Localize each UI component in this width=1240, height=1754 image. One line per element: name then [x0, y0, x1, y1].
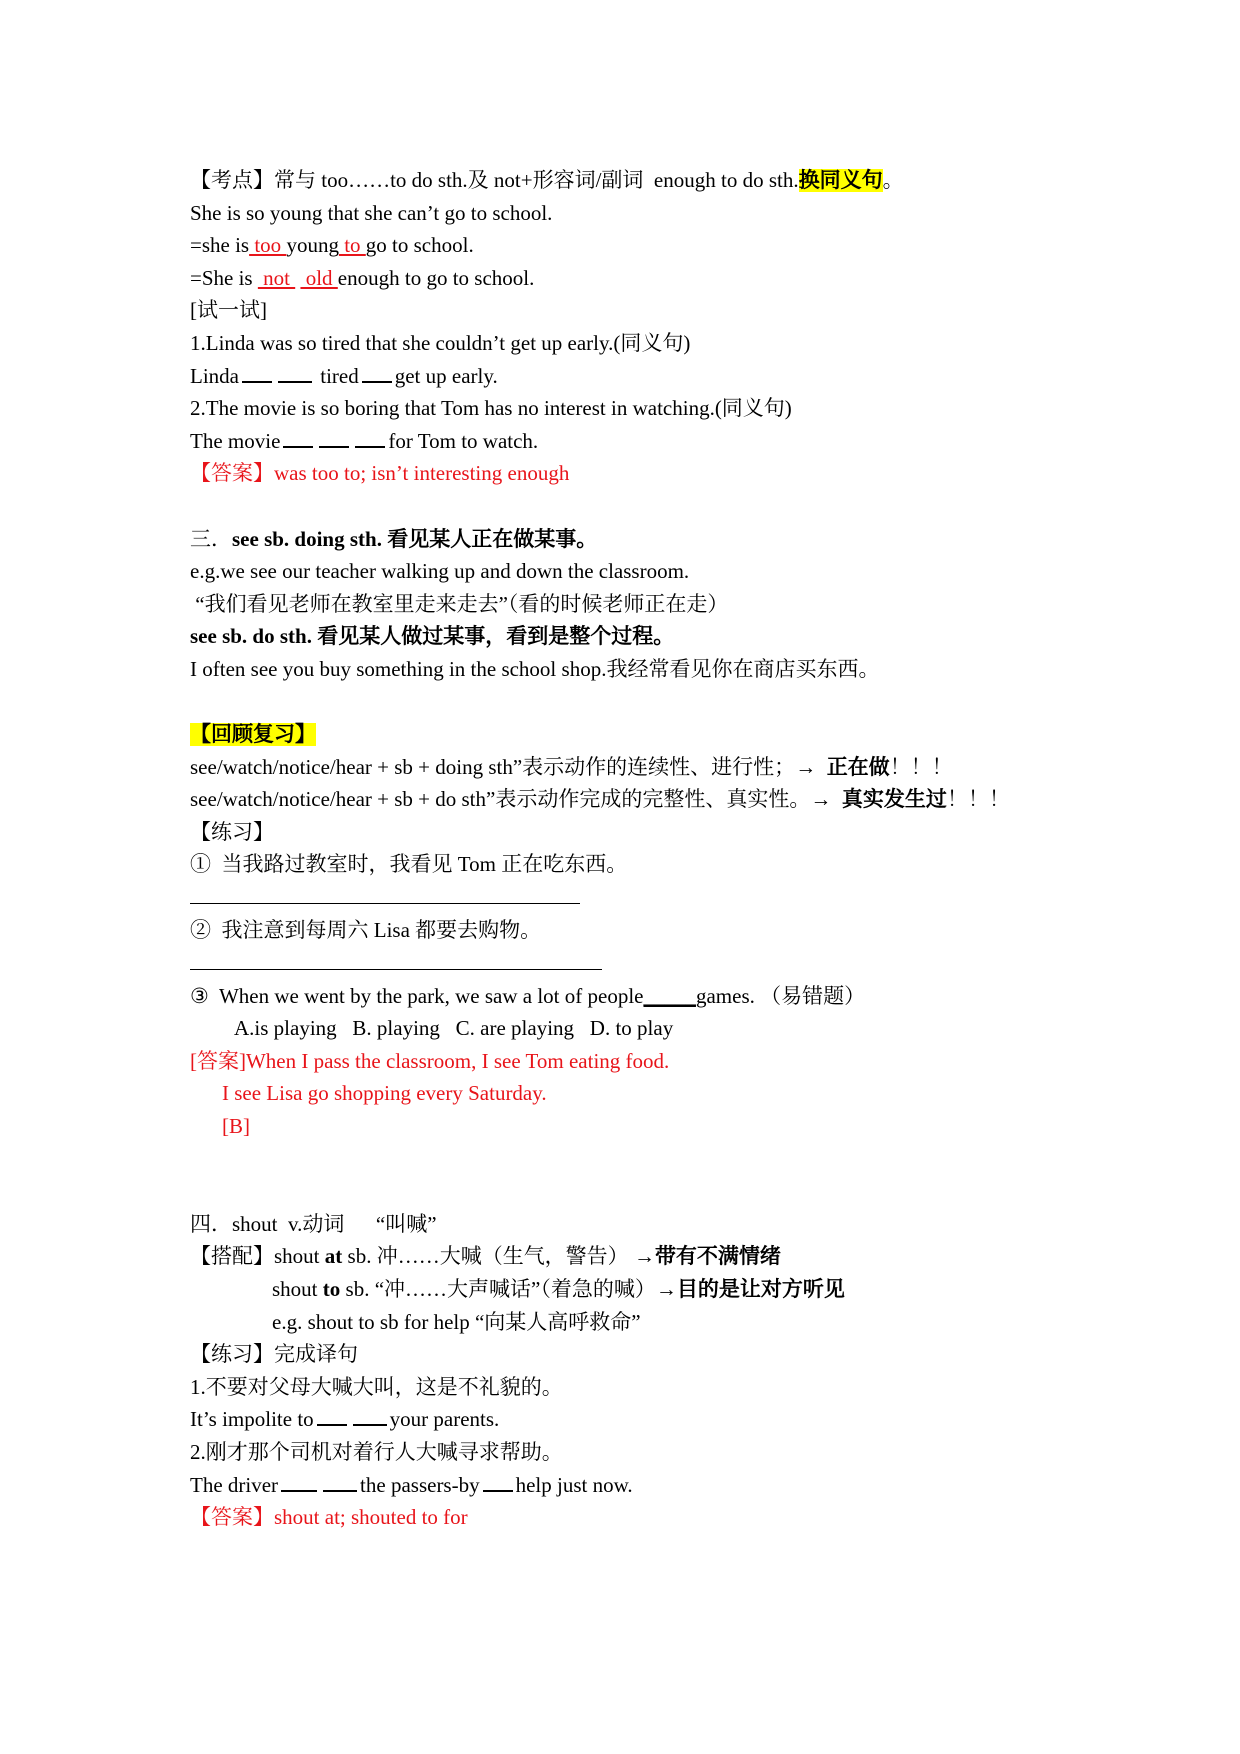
answer-1: 【答案】was too to; isn’t interesting enough: [190, 461, 570, 486]
answer-2b: I see Lisa go shopping every Saturday.: [222, 1081, 547, 1106]
blank[interactable]: [353, 1407, 387, 1426]
section-3-example-2: I often see you buy something in the school shop.我经常看见你在商店买东西。: [190, 656, 880, 681]
answer-line[interactable]: [190, 881, 580, 904]
blank[interactable]: [362, 364, 392, 383]
blank[interactable]: [323, 1473, 357, 1492]
practice-heading: 【练习】: [190, 819, 274, 844]
practice-item-1: ① 当我路过教室时，我看见 Tom 正在吃东西。: [190, 852, 628, 877]
blank[interactable]: [278, 364, 312, 383]
question-2: 2.The movie is so boring that Tom has no interest in watching.(同义句): [190, 396, 792, 421]
collocation-1: 【搭配】shout at sb. 冲……大喊（生气，警告） →带有不满情绪: [190, 1244, 781, 1269]
practice-item-3: ③ When we went by the park, we saw a lot of people_____games. （易错题）: [190, 983, 866, 1008]
s4-question-1-blank-line: It’s impolite to your parents.: [190, 1407, 500, 1432]
blank[interactable]: [283, 429, 313, 448]
s4-question-1: 1.不要对父母大喊大叫，这是不礼貌的。: [190, 1374, 563, 1399]
arrow-icon: →: [795, 754, 822, 779]
document-page: [190, 164, 1090, 1534]
s4-question-2: 2.刚才那个司机对着行人大喊寻求帮助。: [190, 1439, 563, 1464]
section-3-example: e.g.we see our teacher walking up and down the classroom.: [190, 559, 690, 584]
section-4-title: 四．shout v.动词 “叫喊”: [190, 1211, 437, 1236]
blank[interactable]: [242, 364, 272, 383]
key-point-line: 【考点】常与 too……to do sth.及 not+形容词/副词 enough to do sth.换同义句。: [190, 168, 904, 192]
example-rewrite-2: =She is not old enough to go to school.: [190, 265, 535, 290]
review-line-1: see/watch/notice/hear + sb + doing sth”表示动作的连续性、进行性；→ 正在做！！！: [190, 754, 953, 779]
blank[interactable]: [281, 1473, 317, 1492]
highlight-synonym: 换同义句: [798, 169, 883, 192]
section-3-title: 三．see sb. doing sth. 看见某人正在做某事。: [190, 526, 598, 551]
blank[interactable]: [319, 429, 349, 448]
question-2-blank-line: The movie for Tom to watch.: [190, 428, 539, 453]
collocation-example: e.g. shout to sb for help “向某人高呼救命”: [272, 1309, 641, 1334]
example-rewrite-1: =she is too young to go to school.: [190, 233, 474, 258]
review-line-2: see/watch/notice/hear + sb + do sth”表示动作完成的完整性、真实性。→ 真实发生过！！！: [190, 787, 1010, 812]
example-sentence: She is so young that she can’t go to school.: [190, 200, 553, 225]
answer-3: 【答案】shout at; shouted to for: [190, 1505, 468, 1530]
section-3-rule-2: see sb. do sth. 看见某人做过某事，看到是整个过程。: [190, 624, 675, 649]
review-heading: 【回顾复习】: [190, 723, 316, 747]
collocation-2: shout to sb. “冲……大声喊话”（着急的喊）→目的是让对方听见: [272, 1277, 845, 1301]
practice-item-2: ② 我注意到每周六 Lisa 都要去购物。: [190, 918, 542, 943]
answer-2a: [答案]When I pass the classroom, I see Tom eating food.: [190, 1048, 670, 1073]
section-3-example-cn: “我们看见老师在教室里走来走去”（看的时候老师正在走）: [190, 591, 729, 616]
practice-heading-2: 【练习】完成译句: [190, 1342, 358, 1367]
try-heading: [试一试]: [190, 298, 267, 323]
answer-2c: [B]: [222, 1114, 250, 1139]
blank[interactable]: [355, 429, 385, 448]
blank[interactable]: [317, 1407, 347, 1426]
practice-options: A.is playing B. playing C. are playing D. to play: [234, 1016, 674, 1041]
question-1: 1.Linda was so tired that she couldn’t get up early.(同义句): [190, 330, 691, 355]
s4-question-2-blank-line: The driver the passers-by help just now.: [190, 1472, 633, 1497]
answer-line[interactable]: [190, 947, 602, 970]
blank[interactable]: [483, 1473, 513, 1492]
arrow-icon: →: [810, 787, 837, 812]
question-1-blank-line: Linda tired get up early.: [190, 363, 498, 388]
